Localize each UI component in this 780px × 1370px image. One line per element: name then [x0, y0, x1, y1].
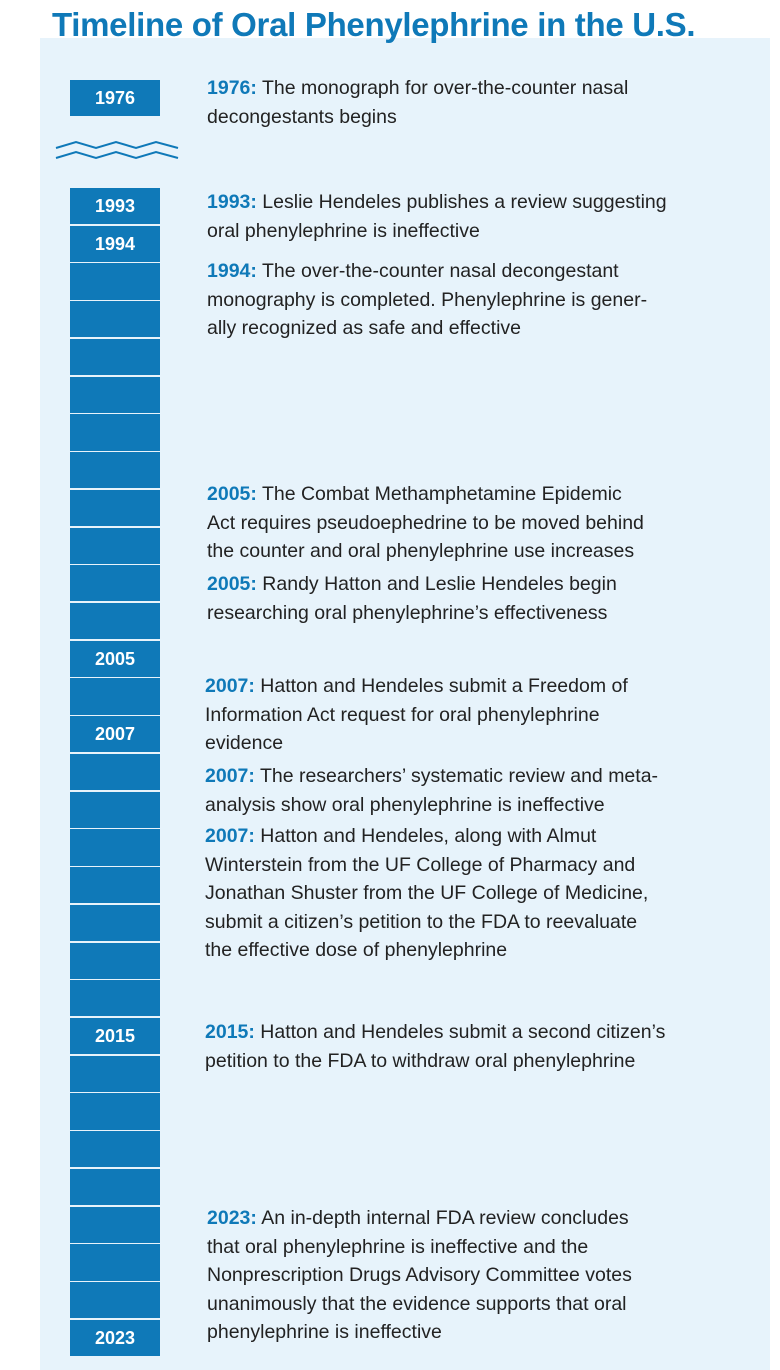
entry-text: ally recognized as safe and effective — [207, 317, 521, 339]
entry-text: Jonathan Shuster from the UF College of Medicine, — [205, 882, 649, 904]
entry-text: The monograph for over-the-counter nasal — [261, 77, 629, 99]
entry-text: Randy Hatton and Leslie Hendeles begin — [262, 573, 617, 595]
entry-line — [207, 257, 647, 286]
timeline-segment — [70, 792, 160, 828]
entry-text: the effective dose of phenylephrine — [205, 939, 508, 961]
timeline-segment — [70, 263, 160, 299]
entry-line — [207, 188, 667, 217]
page-title: Timeline of Oral Phenylephrine in the U.S. — [52, 6, 696, 43]
entry-year: 2007: — [205, 765, 255, 787]
entry-text: the counter and oral phenylephrine use increases — [207, 540, 635, 562]
entry-text: The Combat Methamphetamine Epidemic — [261, 483, 622, 505]
entry-text: petition to the FDA to withdraw oral phenylephrine — [205, 1049, 636, 1072]
timeline-segment — [70, 452, 160, 488]
timeline-segment — [70, 943, 160, 979]
entry-text: that oral phenylephrine is ineffective and the — [207, 1235, 589, 1258]
entry-1994 — [207, 257, 647, 343]
entry-text: Hatton and Hendeles submit a Freedom of — [260, 675, 628, 697]
entry-2005-research — [207, 570, 617, 627]
entry-line — [205, 822, 648, 851]
timeline-segment-1993: 1993 — [70, 188, 160, 224]
entry-2007-review — [205, 762, 658, 819]
year-box-1976: 1976 — [70, 80, 160, 116]
entry-text: monography is completed. Phenylephrine is gener- — [207, 288, 648, 311]
timeline-segment — [70, 754, 160, 790]
timeline-segment — [70, 1244, 160, 1280]
entry-line — [205, 672, 628, 701]
entry-2015 — [205, 1018, 665, 1075]
entry-1993 — [207, 188, 667, 245]
timeline-segment — [70, 301, 160, 337]
timeline-segment — [70, 980, 160, 1016]
timeline-segment — [70, 490, 160, 526]
entry-year: 1993: — [207, 191, 257, 213]
zigzag-break-icon — [54, 138, 180, 168]
timeline-segment — [70, 678, 160, 714]
entry-year: 2007: — [205, 825, 255, 847]
entry-year: 2007: — [205, 675, 255, 697]
entry-year: 2005: — [207, 483, 257, 505]
entry-text: Hatton and Hendeles submit a second citizen’s — [260, 1021, 666, 1043]
timeline-segment — [70, 603, 160, 639]
entry-year: 1994: — [207, 260, 257, 282]
entry-text: submit a citizen’s petition to the FDA to reevaluate — [205, 910, 638, 933]
timeline-segment — [70, 339, 160, 375]
entry-year: 2015: — [205, 1021, 255, 1043]
entry-2007-foia — [205, 672, 628, 758]
entry-text: researching oral phenylephrine’s effectiveness — [207, 601, 608, 624]
timeline-segment-2005: 2005 — [70, 641, 160, 677]
timeline-segment — [70, 377, 160, 413]
entry-text: phenylephrine is ineffective — [207, 1321, 442, 1343]
entry-line — [207, 1204, 632, 1233]
entry-text: Act requires pseudoephedrine to be moved behind — [207, 511, 644, 534]
timeline-segment — [70, 1093, 160, 1129]
entry-year: 2023: — [207, 1207, 257, 1229]
entry-text: Leslie Hendeles publishes a review suggesting — [262, 191, 667, 213]
entry-2007-petition — [205, 822, 648, 965]
entry-text: The researchers’ systematic review and meta- — [259, 765, 659, 787]
entry-text: Winterstein from the UF College of Pharmacy and — [205, 853, 636, 876]
entry-text: Information Act request for oral phenylephrine — [205, 703, 600, 726]
timeline-segment-2023: 2023 — [70, 1320, 160, 1356]
entry-text: decongestants begins — [207, 105, 397, 128]
timeline-segment-2015: 2015 — [70, 1018, 160, 1054]
entry-year: 2005: — [207, 573, 257, 595]
timeline-segment — [70, 829, 160, 865]
entry-text: unanimously that the evidence supports that oral — [207, 1292, 627, 1315]
entry-text: evidence — [205, 732, 284, 754]
timeline-segment — [70, 905, 160, 941]
timeline-segment — [70, 1131, 160, 1167]
timeline-segment — [70, 1169, 160, 1205]
timeline-segment-1994: 1994 — [70, 226, 160, 262]
entry-text: oral phenylephrine is ineffective — [207, 219, 480, 242]
entry-line — [207, 570, 617, 599]
entry-line — [205, 762, 658, 791]
timeline-segment — [70, 1282, 160, 1318]
timeline-bar — [70, 188, 160, 1356]
entry-text: An in-depth internal FDA review concludes — [261, 1207, 629, 1229]
timeline-segment — [70, 1056, 160, 1092]
entry-year: 1976: — [207, 77, 257, 99]
timeline-segment-2007: 2007 — [70, 716, 160, 752]
entry-1976 — [207, 74, 628, 131]
timeline-segment — [70, 565, 160, 601]
entry-line — [205, 1018, 665, 1047]
entry-text: The over-the-counter nasal decongestant — [261, 260, 619, 282]
entry-line — [207, 480, 644, 509]
entry-text: Nonprescription Drugs Advisory Committee votes — [207, 1264, 632, 1286]
timeline-segment — [70, 528, 160, 564]
timeline-segment — [70, 414, 160, 450]
timeline-segment — [70, 867, 160, 903]
entry-2005-act — [207, 480, 644, 566]
entry-line — [207, 74, 628, 103]
timeline-segment — [70, 1207, 160, 1243]
entry-text: analysis show oral phenylephrine is ineffective — [205, 793, 605, 816]
entry-2023 — [207, 1204, 632, 1347]
entry-text: Hatton and Hendeles, along with Almut — [260, 825, 597, 847]
